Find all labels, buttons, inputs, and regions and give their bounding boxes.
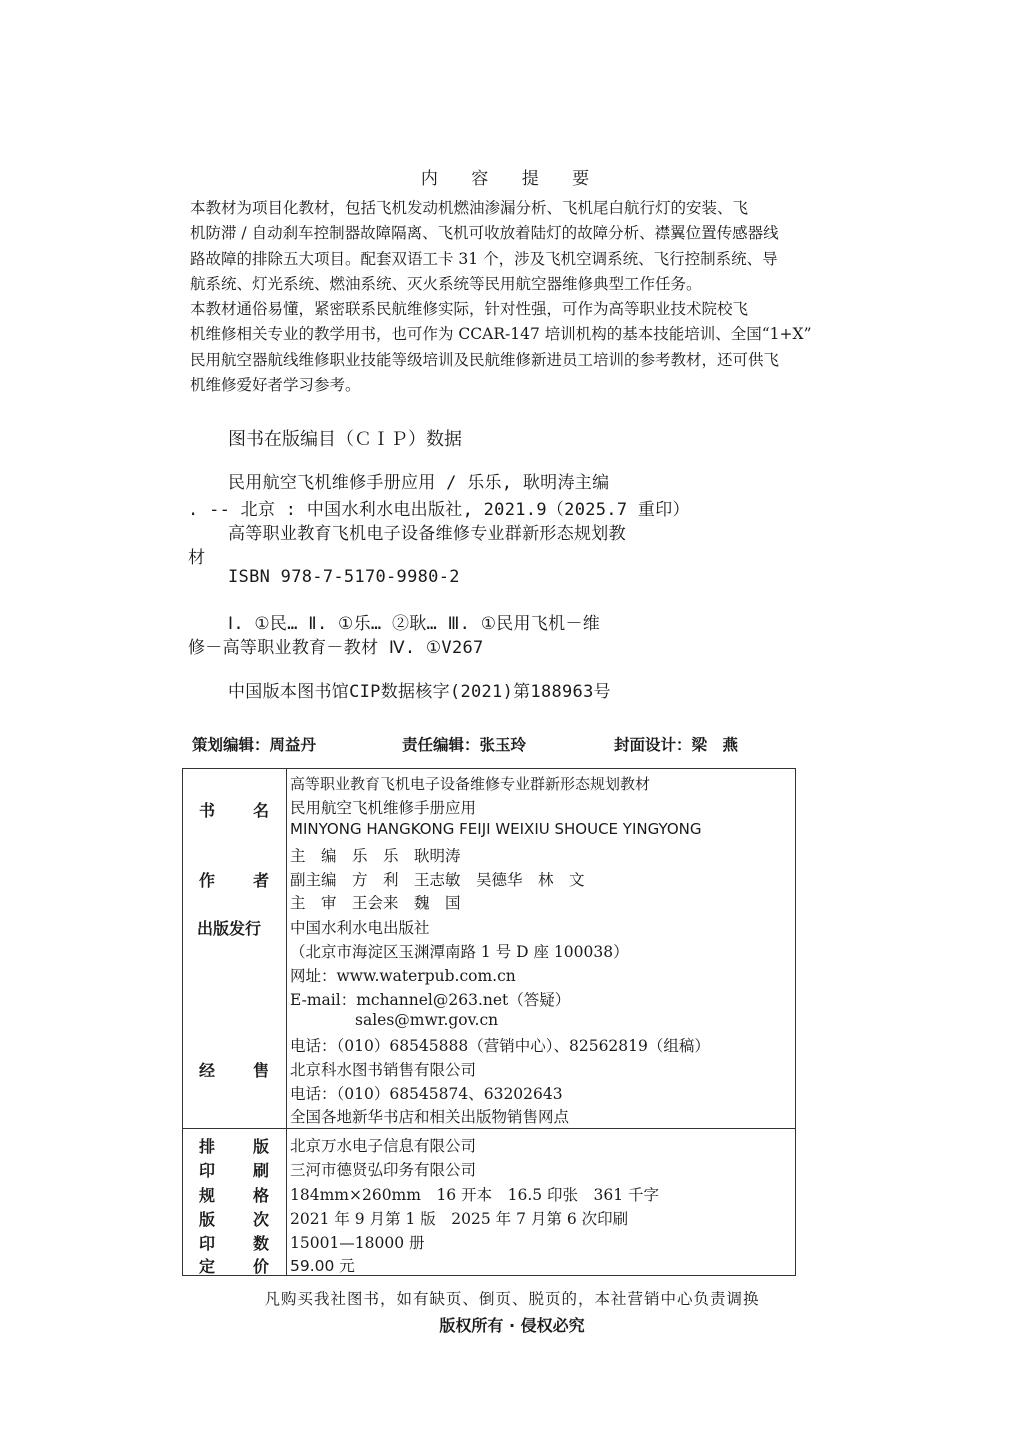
edition-value: 2021 年 9 月第 1 版 2025 年 7 月第 6 次印刷 <box>290 1210 629 1228</box>
text-line: 机防滞 / 自动刹车控制器故障隔离、飞机可收放着陆灯的故障分析、襟翼位置传感器线 <box>190 224 779 243</box>
responsible-editor: 责任编辑：张玉玲 <box>402 736 527 754</box>
replacement-notice: 凡购买我社图书，如有缺页、倒页、脱页的，本社营销中心负责调换 <box>264 1290 760 1308</box>
cip-series-line: 高等职业教育飞机电子设备维修专业群新形态规划教 <box>228 524 626 544</box>
column-divider <box>286 769 287 1275</box>
print-run-value: 15001—18000 册 <box>290 1234 425 1252</box>
publisher-website: 网址：www.waterpub.com.cn <box>290 967 516 985</box>
abstract-paragraph-1 <box>190 196 830 297</box>
copyright-notice: 版权所有 · 侵权必究 <box>439 1316 585 1335</box>
cip-classification: Ⅰ. ①民… Ⅱ. ①乐… ②耿… Ⅲ. ①民用飞机－维 <box>228 614 601 634</box>
abstract-paragraph-2 <box>190 297 830 398</box>
text-line: 本教材为项目化教材，包括飞机发动机燃油渗漏分析、飞机尾白航行灯的安装、飞 <box>190 199 749 217</box>
publisher-name: 中国水利水电出版社 <box>290 919 430 937</box>
label-publisher: 出版发行 <box>197 919 262 938</box>
abstract-title: 内 容 提 要 <box>420 169 604 189</box>
distributor-phone: 电话：（010）68545874、63202643 <box>290 1085 563 1103</box>
book-title-cn: 民用航空飞机维修手册应用 <box>290 799 477 817</box>
text-line: 机维修爱好者学习参考。 <box>190 375 361 394</box>
section-divider <box>183 1128 795 1129</box>
publisher-email-2: sales@mwr.gov.cn <box>355 1011 499 1029</box>
distributor-outlets: 全国各地新华书店和相关出版物销售网点 <box>290 1108 570 1126</box>
cip-isbn: ISBN 978-7-5170-9980-2 <box>228 567 460 587</box>
text-line: 航系统、灯光系统、燃油系统、灭火系统等民用航空器维修典型工作任务。 <box>190 274 702 293</box>
cover-designer: 封面设计：梁 燕 <box>614 736 739 754</box>
format-value: 184mm×260mm 16 开本 16.5 印张 361 千字 <box>290 1186 660 1204</box>
cip-title: 图书在版编目（ＣＩＰ）数据 <box>228 429 462 450</box>
price-value: 59.00 元 <box>290 1257 355 1275</box>
text-line: 路故障的排除五大项目。配套双语工卡 31 个，涉及飞机空调系统、飞行控制系统、导 <box>190 249 778 268</box>
cip-verify-number: 中国版本图书馆CIP数据核字(2021)第188963号 <box>228 682 611 702</box>
text-line: 机维修相关专业的教学用书，也可作为 CCAR-147 培训机构的基本技能培训、全国“1+X” <box>190 325 812 344</box>
cip-publisher-line: . -- 北京 : 中国水利水电出版社, 2021.9（2025.7 重印） <box>188 500 690 520</box>
text-line: 民用航空器航线维修职业技能等级培训及民航维修新进员工培训的参考教材，还可供飞 <box>190 350 780 369</box>
publisher-email: E-mail：mchannel@263.net（答疑） <box>290 991 571 1009</box>
chief-editors: 主 编 乐 乐 耿明涛 <box>290 847 461 865</box>
typesetting-value: 北京万水电子信息有限公司 <box>290 1137 477 1155</box>
deputy-editors: 副主编 方 利 王志敏 吴德华 林 文 <box>290 871 585 889</box>
series-name: 高等职业教育飞机电子设备维修专业群新形态规划教材 <box>290 775 651 793</box>
distributor-company: 北京科水图书销售有限公司 <box>290 1061 477 1079</box>
printing-value: 三河市德贤弘印务有限公司 <box>290 1161 477 1179</box>
publisher-address: （北京市海淀区玉渊潭南路 1 号 D 座 100038） <box>290 943 629 961</box>
book-title-pinyin: MINYONG HANGKONG FEIJI WEIXIU SHOUCE YINGYONG <box>290 820 702 838</box>
text-line: 本教材通俗易懂，紧密联系民航维修实际，针对性强，可作为高等职业技术院校飞 <box>190 300 749 318</box>
planning-editor: 策划编辑：周益丹 <box>192 736 317 754</box>
reviewers: 主 审 王会来 魏 国 <box>290 894 461 912</box>
cip-title-line: 民用航空飞机维修手册应用 / 乐乐, 耿明涛主编 <box>228 473 610 493</box>
copyright-table: 书 名 高等职业教育飞机电子设备维修专业群新形态规划教材 民用航空飞机维修手册应用 MINYONG HANGKONG FEIJI WEIXIU SHOUCE YINGYONG 作 者 主 编 乐 乐 耿明涛 副主编 方 利 王志敏 吴德华 林 文 主 审 王会来 魏 国 出版发行 中国水利水电出版社 （北京市海淀区玉渊潭南路 1 号 D 座 100038） 网址：www.waterpub.com.cn E-mail：mchannel@263.net（答疑） sales@mwr.gov.cn 电话：（010）68545888（营销中心）、82562819（组稿） 经 售 北京科水图书销售有限公司 电话：（010）68545874、63202643 全国各地新华书店和相关出版物销售网点 排 版 北京万水电子信息有限公司 印 刷 三河市德贤弘印务有限公司 规 格 184mm×260mm 16 开本 16.5 印张 361 千字 版 次 2021 年 9 月第 1 版 2025 年 7 月第 6 次印刷 印 数 15001—18000 册 定 价 59.00 元 <box>182 768 796 1276</box>
cip-series-line-cont: 材 <box>188 548 206 568</box>
publisher-phone: 电话：（010）68545888（营销中心）、82562819（组稿） <box>290 1037 710 1055</box>
cip-classification-cont: 修－高等职业教育－教材 Ⅳ. ①V267 <box>188 638 484 658</box>
